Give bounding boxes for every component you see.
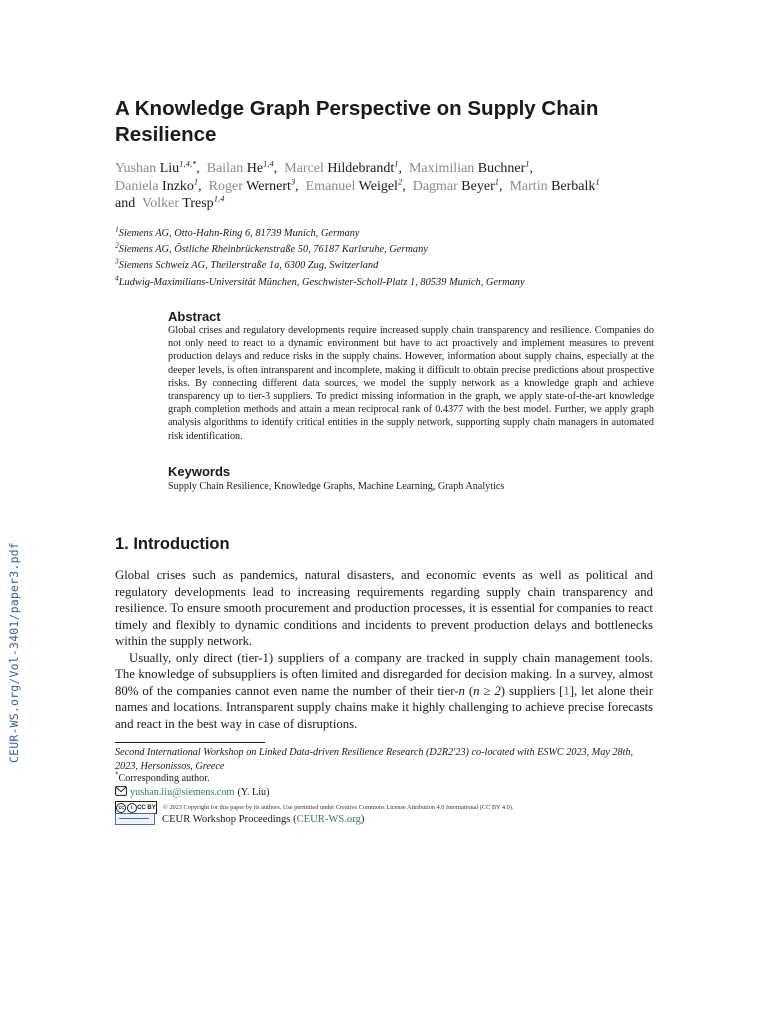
email-row (115, 786, 270, 799)
ceur-link[interactable]: CEUR-WS.org (296, 813, 361, 825)
ceur-row: CEUR Workshop Proceedings (CEUR-WS.org) (115, 813, 364, 825)
author: Emanuel Weigel$^2$ (305, 175, 403, 194)
affiliations (115, 226, 675, 291)
keywords-heading: Keywords (168, 464, 231, 479)
paragraph: Usually, only direct (tier-1) suppliers of a company are tracked in supply chain management tools. The knowledge of subsuppliers is often limited and disregarded for decision making. In a survey, almost 80% of the companies cannot even name the number of their tier-n (n ≥ 2) suppliers [1], let alone their names and locations. Intransparent supply chains make it highly challenging to achieve precise forecasts and react in the best way in case of disruptions. (115, 650, 653, 731)
footnote-corresponding: *Corresponding author. (115, 770, 210, 784)
affiliation: $^3$Siemens Schweiz AG, Theilerstraße 1a, 6300 Zug, Switzerland (115, 256, 379, 272)
copyright-text: © 2023 Copyright for this paper by its authors. Use permitted under Creative Commons License Attribution 4.0 International (CC BY 4.0). (163, 804, 514, 811)
author: Yushan Liu$^{1,4,*}$ (115, 158, 197, 176)
abstract-heading: Abstract (168, 309, 221, 324)
ceur-text: CEUR Workshop Proceedings ( (162, 813, 297, 825)
author: Daniela Inzko$^1$ (115, 175, 199, 194)
envelope-icon (115, 786, 127, 799)
section-heading-introduction: 1. Introduction (115, 535, 230, 553)
author: Roger Wernert$^3$ (208, 175, 296, 194)
and-word: and (115, 196, 136, 211)
introduction-body (115, 567, 653, 732)
side-url[interactable]: CEUR-WS.org/Vol-3401/paper3.pdf (7, 542, 21, 763)
ceur-logo-icon (115, 813, 155, 825)
author-list: Yushan Liu$^{1,4,*}$, Bailan He$^{1,4}$, Marcel Hildebrandt$^1$, Maximilian Buchner$^1$, Daniela Inzko$^1$, Roger Wernert$^3$, Emanuel Weigel$^2$, Dagmar Beyer$^1$, Martin Berbalk$^1$ and Volker Tresp$^{1,4}$ (115, 158, 600, 211)
author: Martin Berbalk$^1$ (509, 175, 600, 194)
affiliation: $^4$Ludwig-Maximilians-Universität München, Geschwister-Scholl-Platz 1, 80539 Munich, Germany (115, 273, 525, 288)
author: Volker Tresp$^{1,4}$ (141, 193, 225, 211)
footnote-workshop: Second International Workshop on Linked Data-driven Resilience Research (D2R2'23) co-located with ESWC 2023, May 28th, 2023, Hersonissos, Greece (115, 747, 634, 772)
email-link[interactable]: yushan.liu@siemens.com (130, 787, 235, 798)
paper-title: A Knowledge Graph Perspective on Supply Chain Resilience (115, 97, 599, 146)
paragraph: Global crises such as pandemics, natural disasters, and economic events as well as political and regulatory developments lead to increasing requirements regarding supply chain transparency and resilience. To ensure smooth procurement and production processes, it is essential for companies to react timely and flexibly to dynamic conditions and incidents to prevent production delays and bottlenecks within the supply network. (115, 568, 653, 648)
affiliation: $^2$Siemens AG, Östliche Rheinbrückenstraße 50, 76187 Karlsruhe, Germany (115, 240, 428, 256)
author: Maximilian Buchner$^1$ (408, 158, 530, 176)
author: Marcel Hildebrandt$^1$ (284, 158, 399, 176)
email-owner: (Y. Liu) (237, 787, 270, 798)
footnote-rule (115, 742, 265, 743)
abstract-text: Global crises and regulatory developments require increased supply chain transparency and resilience. Companies do not only need to react to a dynamic environment but have to act proactively and implement measures to prevent production delays and reduce risks in the supply chains. However, information about supply chains, especially at the deeper levels, is often intransparent and incomplete, making it difficult to obtain precise predictions about prospective risks. By connecting different data sources, we model the supply network as a knowledge graph and achieve transparency up to tier-3 suppliers. To predict missing information in the graph, we apply state-of-the-art knowledge graph completion methods and attain a mean reciprocal rank of 0.4377 with the best model. Further, we apply graph analysis algorithms to identify critical entities in the supply network, supporting supply chain managers in automated risk identification. (168, 325, 654, 442)
cc-license-icon[interactable]: cc i CC BY (115, 801, 157, 814)
author: Bailan He$^{1,4}$ (206, 158, 274, 176)
citation-link[interactable]: 1 (563, 683, 570, 698)
affiliation: $^1$Siemens AG, Otto-Hahn-Ring 6, 81739 Munich, Germany (115, 224, 360, 239)
keywords-text: Supply Chain Resilience, Knowledge Graphs, Machine Learning, Graph Analytics (168, 481, 505, 492)
author: Dagmar Beyer$^1$ (412, 175, 499, 194)
